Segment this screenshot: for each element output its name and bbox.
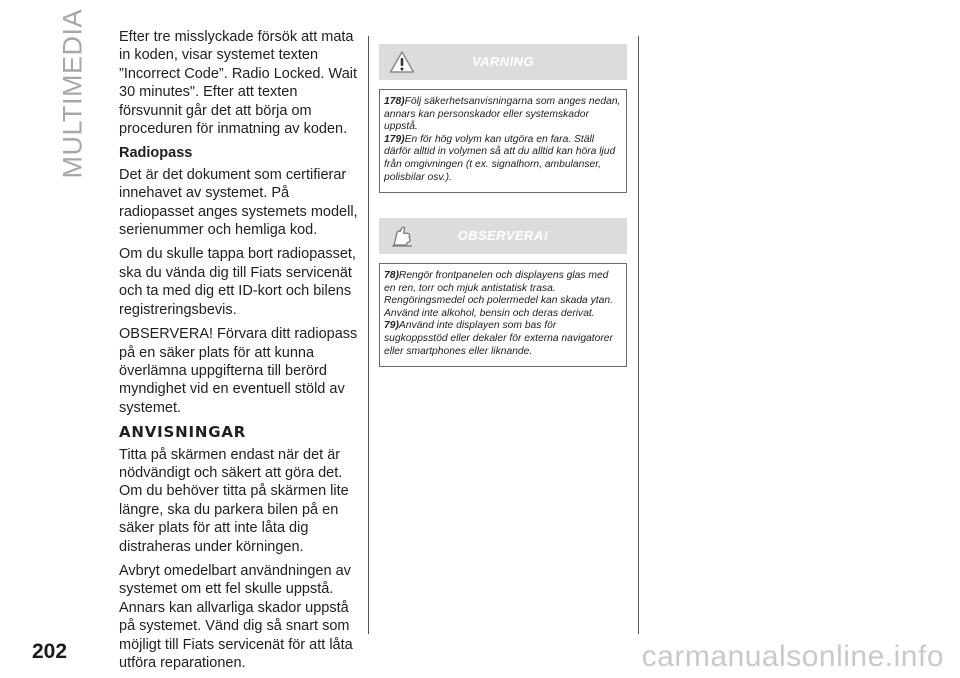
page-number: 202 bbox=[32, 640, 68, 663]
warning-item-text: En för hög volym kan utgöra en fara. Ställ därför alltid in volymen så att du alltid kan höra ljud från omgivningen (t ex. signalhorn, ambulanser, polisbilar osv.). bbox=[384, 133, 616, 183]
warning-item-number: 179) bbox=[384, 133, 405, 145]
warning-item bbox=[384, 134, 622, 184]
notice-box-title: OBSERVERA! bbox=[457, 228, 549, 243]
paragraph-radiopass-definition: Det är det dokument som certifierar innehavet av systemet. På radiopasset anges systemets modell, serienummer och hemliga kod. bbox=[119, 166, 358, 239]
section-side-title-text: MULTIMEDIA bbox=[57, 8, 88, 179]
watermark: carmanualsonline.info bbox=[641, 640, 944, 673]
notice-item bbox=[384, 270, 622, 320]
paragraph-lost-radiopass: Om du skulle tappa bort radiopasset, ska du vända dig till Fiats servicenät och ta med dig ett ID-kort och bilens registreringsbevis. bbox=[119, 246, 356, 318]
notice-box-body bbox=[379, 263, 627, 367]
heading-radiopass: Radiopass bbox=[119, 145, 193, 162]
warning-item bbox=[384, 96, 622, 134]
paragraph-incorrect-code: Efter tre misslyckade försök att mata in koden, visar systemet texten ”Incorrect Code”. Radio Locked. Wait 30 minutes". Efter att texten försvunnit går det att börja om proceduren för inmatning av koden. bbox=[119, 29, 358, 138]
notice-item-text: Rengör frontpanelen och displayens glas med en ren, torr och mjuk antistatisk trasa. Rengöringsmedel och polermedel kan skada ytan. Använd inte alkohol, bensin och deras derivat. bbox=[384, 270, 613, 319]
warning-box-header bbox=[379, 44, 627, 80]
notice-item-number: 78) bbox=[384, 270, 399, 281]
warning-box-title: VARNING bbox=[472, 54, 534, 69]
warning-box bbox=[379, 44, 627, 193]
notice-item bbox=[384, 320, 622, 358]
warning-item-text: Följ säkerhetsanvisningarna som anges nedan, annars kan personskador eller systemskador uppstå. bbox=[384, 96, 621, 133]
section-side-title bbox=[38, 8, 98, 179]
warning-item-number: 178) bbox=[384, 96, 405, 107]
notice-item-text: Använd inte displayen som bas för sugkoppsstöd eller dekaler för externa navigatorer eller smartphones eller liknande. bbox=[384, 320, 613, 357]
notice-box-header bbox=[379, 218, 627, 254]
heading-anvisningar: ANVISNINGAR bbox=[119, 423, 247, 442]
paragraph-store-radiopass: OBSERVERA! Förvara ditt radiopass på en säker plats för att kunna överlämna uppgifterna till berörd myndighet vid en eventuell stöld av systemet. bbox=[119, 326, 358, 416]
paragraph-stop-use: Avbryt omedelbart användningen av systemet om ett fel skulle uppstå. Annars kan allvarliga skador uppstå på systemet. Vänd dig så snart som möjligt till Fiats servicenät för att låta utföra reparationen. bbox=[119, 562, 353, 671]
column-divider-left bbox=[368, 36, 369, 634]
paragraph-screen-use: Titta på skärmen endast när det är nödvändigt och säkert att göra det. Om du behöver titta på skärmen lite längre, ska du parkera bilen på en säker plats för att inte låta dig distraheras under körningen. bbox=[119, 446, 349, 555]
left-column bbox=[119, 28, 359, 678]
notice-item-number: 79) bbox=[384, 320, 399, 332]
notice-box bbox=[379, 218, 627, 367]
column-divider-right bbox=[638, 36, 639, 634]
warning-box-body bbox=[379, 89, 627, 193]
